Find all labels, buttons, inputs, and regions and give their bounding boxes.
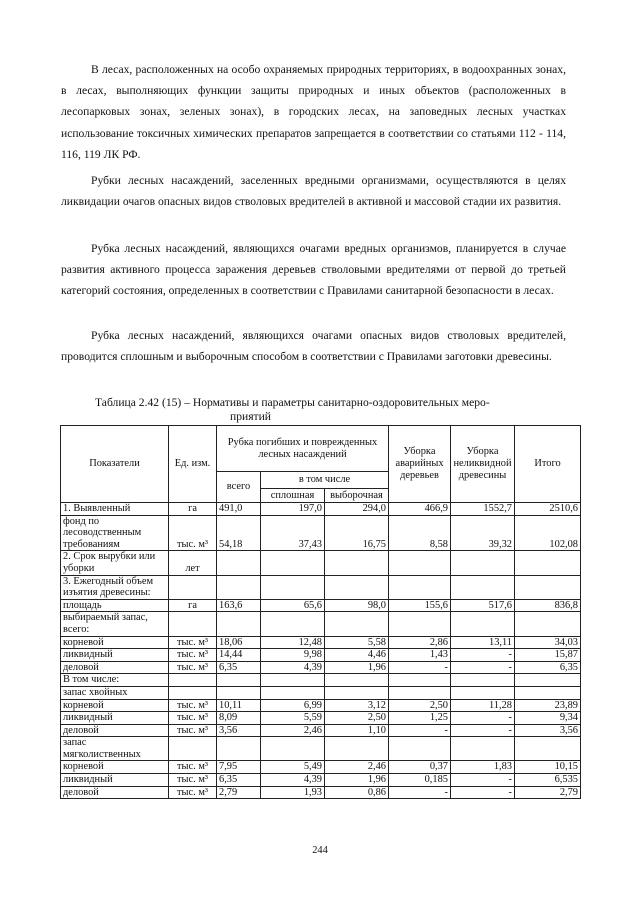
- clear-cut-cell: 65,6: [261, 599, 325, 612]
- total-cell: 9,34: [515, 712, 581, 725]
- table-row: [61, 737, 581, 761]
- illiquid-cleanup-cell: -: [451, 724, 515, 737]
- selective-cut-cell: 3,12: [325, 699, 389, 712]
- unit-cell: лет: [169, 551, 217, 575]
- illiquid-cleanup-cell: -: [451, 774, 515, 787]
- table-header: [61, 426, 581, 503]
- indicator-cell: 2. Срок вырубки или уборки: [61, 551, 169, 575]
- emergency-cleanup-cell: -: [389, 786, 451, 799]
- clear-cut-cell: [261, 575, 325, 599]
- selective-cut-cell: [325, 551, 389, 575]
- total-cell: 6,535: [515, 774, 581, 787]
- unit-cell: [169, 575, 217, 599]
- unit-cell: [169, 674, 217, 687]
- illiquid-cleanup-cell: 11,28: [451, 699, 515, 712]
- emergency-cleanup-cell: 2,50: [389, 699, 451, 712]
- paragraph-protected-areas: В лесах, расположенных на особо охраняемых природных территориях, в водоохранных зонах, в лесах, выполняющих функции защиты природных и иных объектов (расположенных в лесопарковых зонах, зеленых зонах), в городских лесах, на заповедных лесных участках использование токсичных химических препаратов запрещается в соответствии со статьями 112 - 114, 116, 119 ЛК РФ.: [61, 63, 566, 161]
- unit-cell: тыс. м³: [169, 774, 217, 787]
- clear-cut-cell: 5,59: [261, 712, 325, 725]
- clear-cut-cell: [261, 612, 325, 636]
- table-row: [61, 686, 581, 699]
- total-felling-cell: 6,35: [217, 661, 261, 674]
- unit-cell: [169, 612, 217, 636]
- illiquid-cleanup-cell: -: [451, 712, 515, 725]
- emergency-cleanup-cell: [389, 551, 451, 575]
- total-felling-cell: 54,18: [217, 515, 261, 551]
- total-felling-cell: [217, 612, 261, 636]
- total-cell: [515, 551, 581, 575]
- unit-cell: тыс. м³: [169, 712, 217, 725]
- header-felling: Рубка погибших и поврежденных лесных насаждений: [217, 426, 389, 472]
- header-clear-cut: сплошная: [261, 489, 325, 503]
- total-felling-cell: [217, 674, 261, 687]
- clear-cut-cell: 197,0: [261, 503, 325, 516]
- unit-cell: тыс. м³: [169, 636, 217, 649]
- total-felling-cell: 10,11: [217, 699, 261, 712]
- selective-cut-cell: 98,0: [325, 599, 389, 612]
- clear-cut-cell: 4,39: [261, 774, 325, 787]
- emergency-cleanup-cell: 2,86: [389, 636, 451, 649]
- clear-cut-cell: [261, 686, 325, 699]
- paragraph-felling-method: Рубка лесных насаждений, являющихся очагами опасных видов стволовых вредителей, проводится сплошным и выборочным способом в соответствии с Правилами заготовки древесины.: [61, 329, 566, 364]
- indicator-cell: выбираемый запас, всего:: [61, 612, 169, 636]
- indicator-cell: 3. Ежегодный объем изъятия древесины:: [61, 575, 169, 599]
- illiquid-cleanup-cell: -: [451, 649, 515, 662]
- header-illiquid-cleanup: Уборка неликвидной древесины: [451, 426, 515, 503]
- total-cell: 3,56: [515, 724, 581, 737]
- indicator-cell: ликвидный: [61, 712, 169, 725]
- indicator-cell: запас хвойных: [61, 686, 169, 699]
- emergency-cleanup-cell: [389, 612, 451, 636]
- clear-cut-cell: 1,93: [261, 786, 325, 799]
- total-felling-cell: 18,06: [217, 636, 261, 649]
- emergency-cleanup-cell: 0,37: [389, 761, 451, 774]
- selective-cut-cell: [325, 686, 389, 699]
- total-cell: 6,35: [515, 661, 581, 674]
- table-row: [61, 761, 581, 774]
- indicator-cell: ликвидный: [61, 774, 169, 787]
- clear-cut-cell: 2,46: [261, 724, 325, 737]
- table-caption-line-1: Таблица 2.42 (15) – Нормативы и параметры санитарно-оздоровительных меро-: [95, 396, 490, 409]
- total-cell: [515, 737, 581, 761]
- table-row: [61, 674, 581, 687]
- selective-cut-cell: 2,50: [325, 712, 389, 725]
- clear-cut-cell: 12,48: [261, 636, 325, 649]
- selective-cut-cell: 16,75: [325, 515, 389, 551]
- header-unit: Ед. изм.: [169, 426, 217, 503]
- header-emergency-cleanup: Уборка аварийных деревьев: [389, 426, 451, 503]
- illiquid-cleanup-cell: -: [451, 786, 515, 799]
- total-cell: [515, 575, 581, 599]
- total-felling-cell: 2,79: [217, 786, 261, 799]
- illiquid-cleanup-cell: [451, 551, 515, 575]
- illiquid-cleanup-cell: 13,11: [451, 636, 515, 649]
- table-row: [61, 503, 581, 516]
- illiquid-cleanup-cell: [451, 674, 515, 687]
- clear-cut-cell: 4,39: [261, 661, 325, 674]
- header-total: Итого: [515, 426, 581, 503]
- illiquid-cleanup-cell: 1,83: [451, 761, 515, 774]
- emergency-cleanup-cell: 1,25: [389, 712, 451, 725]
- unit-cell: тыс. м³: [169, 661, 217, 674]
- table-row: [61, 649, 581, 662]
- selective-cut-cell: 294,0: [325, 503, 389, 516]
- illiquid-cleanup-cell: -: [451, 661, 515, 674]
- table-row: [61, 515, 581, 551]
- unit-cell: га: [169, 599, 217, 612]
- total-cell: [515, 612, 581, 636]
- illiquid-cleanup-cell: 517,6: [451, 599, 515, 612]
- selective-cut-cell: [325, 674, 389, 687]
- emergency-cleanup-cell: [389, 575, 451, 599]
- sanitary-measures-table: [60, 425, 581, 799]
- total-felling-cell: 6,35: [217, 774, 261, 787]
- total-felling-cell: [217, 575, 261, 599]
- total-felling-cell: [217, 686, 261, 699]
- emergency-cleanup-cell: -: [389, 724, 451, 737]
- total-felling-cell: 163,6: [217, 599, 261, 612]
- unit-cell: [169, 737, 217, 761]
- emergency-cleanup-cell: [389, 674, 451, 687]
- emergency-cleanup-cell: -: [389, 661, 451, 674]
- table-row: [61, 551, 581, 575]
- table-body: [61, 503, 581, 799]
- indicator-cell: 1. Выявленный: [61, 503, 169, 516]
- total-felling-cell: 14,44: [217, 649, 261, 662]
- total-felling-cell: 491,0: [217, 503, 261, 516]
- unit-cell: тыс. м³: [169, 786, 217, 799]
- clear-cut-cell: 9,98: [261, 649, 325, 662]
- table-row: [61, 724, 581, 737]
- illiquid-cleanup-cell: [451, 686, 515, 699]
- illiquid-cleanup-cell: 39,32: [451, 515, 515, 551]
- clear-cut-cell: 37,43: [261, 515, 325, 551]
- indicator-cell: деловой: [61, 724, 169, 737]
- emergency-cleanup-cell: 1,43: [389, 649, 451, 662]
- indicator-cell: корневой: [61, 636, 169, 649]
- unit-cell: [169, 686, 217, 699]
- header-total-felling: всего: [217, 472, 261, 503]
- selective-cut-cell: [325, 612, 389, 636]
- total-cell: 2,79: [515, 786, 581, 799]
- paragraph-pest-felling: Рубки лесных насаждений, заселенных вредными организмами, осуществляются в целях ликвидации очагов опасных видов стволовых вредителей в активной и массовой стадии их развития.: [61, 174, 566, 209]
- indicator-cell: площадь: [61, 599, 169, 612]
- illiquid-cleanup-cell: [451, 575, 515, 599]
- page-number: 244: [312, 845, 328, 856]
- table-caption: [95, 396, 565, 424]
- table-row: [61, 575, 581, 599]
- selective-cut-cell: [325, 737, 389, 761]
- table-row: [61, 699, 581, 712]
- indicator-cell: корневой: [61, 699, 169, 712]
- total-felling-cell: [217, 737, 261, 761]
- total-cell: 836,8: [515, 599, 581, 612]
- paragraph-felling-planning: Рубка лесных насаждений, являющихся очагами вредных организмов, планируется в случае развития активного процесса заражения деревьев стволовыми вредителями от первой до третьей категорий состояния, определенных в соответствии с Правилами санитарной безопасности в лесах.: [61, 242, 566, 298]
- unit-cell: га: [169, 503, 217, 516]
- total-cell: [515, 674, 581, 687]
- indicator-cell: запас мягколиственных: [61, 737, 169, 761]
- total-cell: 23,89: [515, 699, 581, 712]
- selective-cut-cell: 5,58: [325, 636, 389, 649]
- clear-cut-cell: [261, 551, 325, 575]
- emergency-cleanup-cell: [389, 686, 451, 699]
- table-caption-line-2: приятий: [230, 410, 272, 423]
- total-cell: [515, 686, 581, 699]
- selective-cut-cell: 0,86: [325, 786, 389, 799]
- table-row: [61, 786, 581, 799]
- total-cell: 15,87: [515, 649, 581, 662]
- selective-cut-cell: 4,46: [325, 649, 389, 662]
- total-felling-cell: 8,09: [217, 712, 261, 725]
- unit-cell: тыс. м³: [169, 515, 217, 551]
- indicator-cell: деловой: [61, 786, 169, 799]
- total-felling-cell: 3,56: [217, 724, 261, 737]
- unit-cell: тыс. м³: [169, 761, 217, 774]
- table-row: [61, 712, 581, 725]
- illiquid-cleanup-cell: [451, 737, 515, 761]
- illiquid-cleanup-cell: [451, 612, 515, 636]
- selective-cut-cell: 2,46: [325, 761, 389, 774]
- total-cell: 2510,6: [515, 503, 581, 516]
- table-row: [61, 612, 581, 636]
- header-selective-cut: выборочная: [325, 489, 389, 503]
- indicator-cell: деловой: [61, 661, 169, 674]
- selective-cut-cell: [325, 575, 389, 599]
- header-including: в том числе: [261, 472, 389, 489]
- emergency-cleanup-cell: 155,6: [389, 599, 451, 612]
- unit-cell: тыс. м³: [169, 699, 217, 712]
- total-felling-cell: [217, 551, 261, 575]
- indicator-cell: ликвидный: [61, 649, 169, 662]
- total-cell: 34,03: [515, 636, 581, 649]
- total-felling-cell: 7,95: [217, 761, 261, 774]
- clear-cut-cell: 6,99: [261, 699, 325, 712]
- table-row: [61, 636, 581, 649]
- table-row: [61, 599, 581, 612]
- total-cell: 10,15: [515, 761, 581, 774]
- selective-cut-cell: 1,96: [325, 774, 389, 787]
- table-row: [61, 774, 581, 787]
- unit-cell: тыс. м³: [169, 724, 217, 737]
- clear-cut-cell: [261, 737, 325, 761]
- clear-cut-cell: 5,49: [261, 761, 325, 774]
- table-row: [61, 661, 581, 674]
- unit-cell: тыс. м³: [169, 649, 217, 662]
- emergency-cleanup-cell: 0,185: [389, 774, 451, 787]
- indicator-cell: фонд по лесоводственным требованиям: [61, 515, 169, 551]
- total-cell: 102,08: [515, 515, 581, 551]
- selective-cut-cell: 1,96: [325, 661, 389, 674]
- indicator-cell: В том числе:: [61, 674, 169, 687]
- clear-cut-cell: [261, 674, 325, 687]
- emergency-cleanup-cell: 8,58: [389, 515, 451, 551]
- indicator-cell: корневой: [61, 761, 169, 774]
- emergency-cleanup-cell: 466,9: [389, 503, 451, 516]
- header-indicator: Показатели: [61, 426, 169, 503]
- selective-cut-cell: 1,10: [325, 724, 389, 737]
- illiquid-cleanup-cell: 1552,7: [451, 503, 515, 516]
- emergency-cleanup-cell: [389, 737, 451, 761]
